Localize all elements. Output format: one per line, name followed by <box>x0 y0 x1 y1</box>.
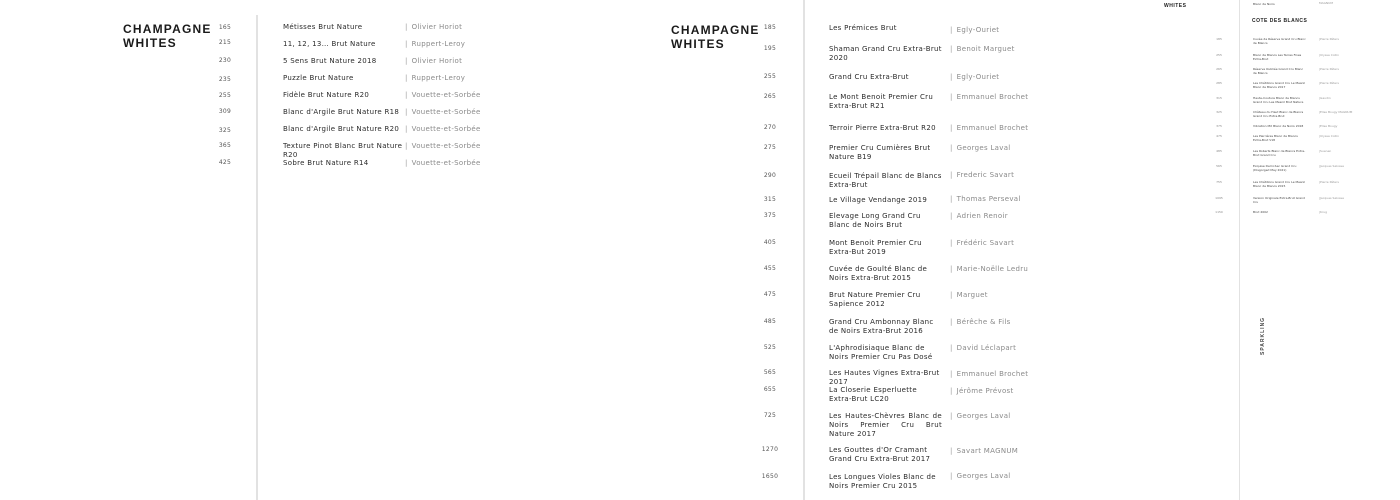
separator-bar: | <box>405 142 408 150</box>
price: 315 <box>1216 96 1222 100</box>
producer <box>950 195 1021 204</box>
wine-name: Terroir Pierre Extra-Brut R20 <box>829 124 936 132</box>
price: 215 <box>218 39 232 46</box>
producer-name: Ulysse Collin <box>1320 134 1340 138</box>
producer <box>1319 53 1339 57</box>
price: 325 <box>218 127 232 134</box>
section-title <box>671 23 760 51</box>
wine-name: Les Chétillons Grand Cru Le Mesnil Blanc de Blancs 2015 <box>1253 180 1306 188</box>
price: 405 <box>763 239 777 246</box>
wine-name: Les Prémices Brut <box>829 24 897 32</box>
separator-bar: | <box>1319 53 1321 57</box>
price: 165 <box>218 24 232 31</box>
producer <box>1319 96 1331 100</box>
producer <box>950 291 988 300</box>
price: 655 <box>763 386 777 393</box>
producer <box>405 74 465 83</box>
producer <box>950 124 1028 133</box>
producer-name: MAGNUM <box>1319 1 1333 5</box>
wine-name: Les Roberts Blanc de Blancs Extra-Brut Grand Cru <box>1253 149 1306 157</box>
vertical-divider <box>803 0 805 500</box>
producer-name: Benoit Marguet <box>956 45 1015 53</box>
producer <box>950 412 1011 421</box>
producer <box>1319 67 1339 71</box>
producer <box>1319 37 1339 41</box>
wine-name: Shaman Grand Cru Extra-Brut 2020 <box>829 45 942 62</box>
price: 485 <box>763 318 777 325</box>
producer-name: Jacques Selosse <box>1320 196 1344 200</box>
producer <box>950 26 999 35</box>
producer-name: Vouette-et-Sorbée <box>411 159 481 167</box>
price: 1095 <box>1215 196 1223 200</box>
separator-bar: | <box>950 171 953 179</box>
producer-name: Frederic Savart <box>956 171 1015 179</box>
separator-bar: | <box>950 144 953 152</box>
separator-bar: | <box>405 125 408 133</box>
producer-name: Georges Laval <box>956 144 1011 152</box>
price: 365 <box>218 142 232 149</box>
producer-name: Jérôme Prévost <box>956 387 1014 395</box>
separator-bar: | <box>1319 81 1321 85</box>
section-title: WHITES <box>1164 3 1187 9</box>
price: 315 <box>763 196 777 203</box>
wine-name: Les Longues Violes Blanc de Noirs Premier Cru 2015 <box>829 473 936 490</box>
price: 195 <box>763 45 777 52</box>
wine-name: Exquise Demi-Sec Grand Cru (Disgorged May 2021) <box>1253 164 1297 172</box>
producer <box>1319 196 1344 200</box>
separator-bar: | <box>950 239 953 247</box>
producer <box>1319 134 1339 138</box>
price: 275 <box>763 144 777 151</box>
price: 185 <box>763 24 777 31</box>
producer-name: Pierre Péters <box>1320 180 1339 184</box>
wine-name: Brut 2002 <box>1253 210 1268 214</box>
price: 255 <box>763 73 777 80</box>
price: 270 <box>763 124 777 131</box>
price: 290 <box>763 172 777 179</box>
wine-name: L'Aphrodisiaque Blanc de Noirs Premier Cru Pas Dosé <box>829 344 933 361</box>
wine-name: Les Hautes Vignes Extra-Brut 2017 <box>829 369 940 386</box>
producer-name: Vouette-et-Sorbée <box>411 142 481 150</box>
price: 525 <box>763 344 777 351</box>
separator-bar: | <box>1319 67 1321 71</box>
wine-name: Les Hautes-Chèvres Blanc de Noirs Premier Cru Brut Nature 2017 <box>829 412 942 438</box>
producer-name: Suenen <box>1320 149 1332 153</box>
separator-bar: | <box>950 412 953 420</box>
producer-name: Thomas Perseval <box>956 195 1021 203</box>
price: 375 <box>763 212 777 219</box>
producer <box>950 144 1011 153</box>
separator-bar: | <box>950 387 953 395</box>
separator-bar: | <box>1319 37 1321 41</box>
separator-bar: | <box>405 40 408 48</box>
separator-bar: | <box>1319 210 1321 214</box>
producer-name: Emmanuel Brochet <box>956 124 1029 132</box>
wine-name: Ecueil Trépail Blanc de Blancs Extra-Brut <box>829 172 942 189</box>
producer-name: Egly-Ouriet <box>956 73 1000 81</box>
wine-name: Haute-Couture Blanc de Blancs Grand Cru Les Mesnil Brut Nature <box>1253 96 1304 104</box>
producer-name: Georges Laval <box>956 472 1011 480</box>
wine-name: Les Pierrières Blanc de Blancs Extra-Brut V18 <box>1253 134 1298 142</box>
producer <box>405 142 481 151</box>
price: 1270 <box>761 446 779 453</box>
producer <box>1319 149 1331 153</box>
wine-name: Puzzle Brut Nature <box>283 74 354 82</box>
price: 255 <box>1216 53 1222 57</box>
producer-name: Pierre Péters <box>1320 37 1339 41</box>
producer <box>405 40 465 49</box>
separator-bar: | <box>1319 96 1321 100</box>
section-title-line1: CHAMPAGNE <box>671 23 760 37</box>
producer-name: Gaudin <box>1320 96 1331 100</box>
producer <box>405 57 462 66</box>
vertical-divider <box>1239 0 1240 500</box>
producer-name: Ruppert-Leroy <box>411 74 466 82</box>
producer-name: Egly-Ouriet <box>956 26 1000 34</box>
separator-bar: | <box>950 291 953 299</box>
price: 425 <box>218 159 232 166</box>
price: 375 <box>1216 124 1222 128</box>
separator-bar: | <box>950 212 953 220</box>
producer <box>405 91 481 100</box>
producer-name: Jacques Selosse <box>1320 164 1344 168</box>
subsection-heading: COTE DES BLANCS <box>1252 18 1308 24</box>
producer-name: Ruppert-Leroy <box>411 40 466 48</box>
price: 285 <box>1216 81 1222 85</box>
producer-name: Savart MAGNUM <box>956 447 1019 455</box>
wine-name: Mont Benoit Premier Cru Extra-But 2019 <box>829 239 922 256</box>
wine-name: Château du Haut Blanc de Blancs Grand Cru Extra-Brut <box>1253 110 1304 118</box>
producer <box>950 93 1028 102</box>
vertical-category-label: SPARKLING <box>1260 316 1266 355</box>
separator-bar: | <box>950 45 953 53</box>
separator-bar: | <box>950 195 953 203</box>
producer-name: Ulysse Collin <box>1320 53 1340 57</box>
producer <box>950 370 1028 379</box>
price: 1650 <box>761 473 779 480</box>
separator-bar: | <box>1319 134 1321 138</box>
producer <box>1319 110 1352 114</box>
producer <box>1319 210 1327 214</box>
separator-bar: | <box>1319 124 1321 128</box>
wine-name: La Closerie Esperluette Extra-Brut LC20 <box>829 386 917 403</box>
producer-name: Emmanuel Brochet <box>956 93 1029 101</box>
wine-name: Cuvée de Goulté Blanc de Noirs Extra-Brut 2015 <box>829 265 928 282</box>
wine-name: Blanc d'Argile Brut Nature R18 <box>283 108 400 116</box>
separator-bar: | <box>1319 180 1321 184</box>
separator-bar: | <box>950 370 953 378</box>
producer <box>950 318 1011 327</box>
price: 265 <box>763 93 777 100</box>
price: 235 <box>218 76 232 83</box>
wine-name: Fidèle Brut Nature R20 <box>283 91 370 99</box>
producer <box>950 265 1028 274</box>
producer <box>950 45 1015 54</box>
separator-bar: | <box>405 74 408 82</box>
wine-name: 11, 12, 13… Brut Nature <box>283 40 376 48</box>
producer <box>405 108 481 117</box>
producer-name: Marguet <box>956 291 988 299</box>
wine-name: Vibration MX Blanc de Noirs 2018 <box>1253 124 1304 128</box>
section-title-line1: CHAMPAGNE <box>123 22 212 36</box>
wine-name: Métisses Brut Nature <box>283 23 363 31</box>
separator-bar: | <box>950 472 953 480</box>
price: 755 <box>1216 180 1222 184</box>
producer <box>950 472 1011 481</box>
price: 230 <box>218 57 232 64</box>
wine-name: Le Mont Benoit Premier Cru Extra-Brut R21 <box>829 93 934 110</box>
section-title-line2: WHITES <box>123 36 177 50</box>
producer <box>1319 180 1339 184</box>
price: 325 <box>1216 110 1222 114</box>
separator-bar: | <box>1319 110 1321 114</box>
producer-name: Emmanuel Brochet <box>956 370 1029 378</box>
wine-name: Grand Cru Extra-Brut <box>829 73 909 81</box>
producer <box>1319 164 1344 168</box>
separator-bar: | <box>950 26 953 34</box>
separator-bar: | <box>405 108 408 116</box>
section-title <box>123 22 212 50</box>
producer <box>405 125 481 134</box>
producer <box>950 171 1014 180</box>
wine-name: Les Gouttes d'Or Cramant Grand Cru Extra-Brut 2017 <box>829 446 931 463</box>
producer-name: Vouette-et-Sorbée <box>411 91 481 99</box>
producer <box>405 159 481 168</box>
producer <box>1319 81 1339 85</box>
producer <box>950 239 1014 248</box>
wine-name: Blanc de Blancs Les Terres Fines Extra-Brut <box>1253 53 1302 61</box>
wine-name: Blanc de Noirs <box>1253 2 1275 6</box>
price: 455 <box>763 265 777 272</box>
wine-name: Grand Cru Ambonnay Blanc de Noirs Extra-Brut 2016 <box>829 318 934 335</box>
producer-name: Vouette-et-Sorbée <box>411 125 481 133</box>
wine-name: Texture Pinot Blanc Brut Nature R20 <box>283 142 403 159</box>
producer-name: David Léclapart <box>956 344 1017 352</box>
separator-bar: | <box>405 159 408 167</box>
separator-bar: | <box>405 57 408 65</box>
producer-name: Krug <box>1320 210 1328 214</box>
producer-name: Olivier Horiot <box>411 57 463 65</box>
producer <box>950 73 999 82</box>
price: 565 <box>1216 164 1222 168</box>
separator-bar: | <box>950 447 953 455</box>
separator-bar: | <box>950 344 953 352</box>
producer-name: Georges Laval <box>956 412 1011 420</box>
separator-bar: | <box>405 23 408 31</box>
price: 485 <box>1216 149 1222 153</box>
wine-name: Les Chétillons Grand Cru Le Mesnil Blanc de Blancs 2017 <box>1253 81 1306 89</box>
separator-bar: | <box>1319 196 1321 200</box>
wine-name: Réserve Oubliée Grand Cru Blanc de Blancs <box>1253 67 1304 75</box>
price: 185 <box>1216 37 1222 41</box>
wine-name: Premier Cru Cumières Brut Nature B19 <box>829 144 931 161</box>
section-title-line2: WHITES <box>671 37 725 51</box>
wine-name: Le Village Vendange 2019 <box>829 196 928 204</box>
producer <box>950 447 1018 456</box>
producer <box>1319 124 1337 128</box>
price: 1150 <box>1215 210 1223 214</box>
price: 565 <box>763 369 777 376</box>
separator-bar: | <box>405 91 408 99</box>
separator-bar: | <box>1319 149 1321 153</box>
wine-name: Brut Nature Premier Cru Sapience 2012 <box>829 291 921 308</box>
price: 475 <box>763 291 777 298</box>
producer <box>950 344 1016 353</box>
producer-name: Pierre Péters <box>1320 81 1339 85</box>
producer-name: Adrien Renoir <box>956 212 1008 220</box>
price: 475 <box>1216 134 1222 138</box>
producer <box>950 387 1014 396</box>
producer-name: Frédéric Savart <box>956 239 1015 247</box>
producer-name: Marie-Noëlle Ledru <box>956 265 1029 273</box>
producer <box>405 23 462 32</box>
separator-bar: | <box>950 93 953 101</box>
producer-name: Bérêche & Fils <box>956 318 1011 326</box>
vertical-divider <box>256 15 258 500</box>
separator-bar: | <box>950 73 953 81</box>
producer <box>950 212 1008 221</box>
producer-name: Pierre Péters <box>1320 67 1339 71</box>
producer-name: Elise Bougy MAGNUM <box>1320 110 1353 114</box>
producer-name: Elise Bougy <box>1320 124 1338 128</box>
producer-name: Vouette-et-Sorbée <box>411 108 481 116</box>
producer-name: Olivier Horiot <box>411 23 463 31</box>
price: 725 <box>763 412 777 419</box>
separator-bar: | <box>950 318 953 326</box>
wine-name: Elevage Long Grand Cru Blanc de Noirs Brut <box>829 212 921 229</box>
separator-bar: | <box>950 124 953 132</box>
wine-name: Cuvée de Réserve Grand Cru Blanc de Blancs <box>1253 37 1306 45</box>
price: 265 <box>1216 67 1222 71</box>
wine-name: Sobre Brut Nature R14 <box>283 159 369 167</box>
wine-name: Version Originale Extra-Brut Grand Cru <box>1253 196 1305 204</box>
price: 309 <box>218 108 232 115</box>
wine-name: 5 Sens Brut Nature 2018 <box>283 57 377 65</box>
separator-bar: | <box>1319 164 1321 168</box>
wine-name: Blanc d'Argile Brut Nature R20 <box>283 125 400 133</box>
separator-bar: | <box>950 265 953 273</box>
price: 255 <box>218 92 232 99</box>
